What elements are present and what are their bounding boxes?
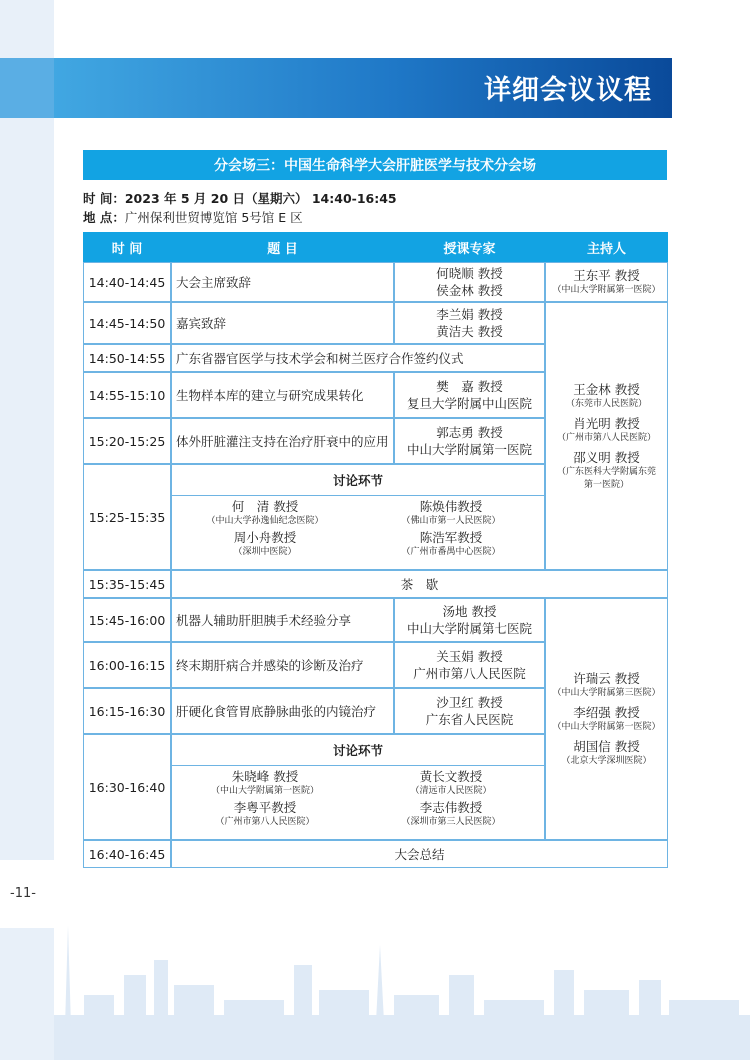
speaker-name: 郭志勇 教授	[436, 425, 503, 440]
host-org: （广东医科大学附属东莞	[556, 466, 656, 477]
row-time: 16:40-16:45	[83, 840, 171, 868]
place-label: 地 点：	[83, 210, 125, 225]
row-speaker	[394, 642, 545, 688]
expert-org: （广州市第八人民医院）	[215, 817, 315, 827]
row-topic: 嘉宾致辞	[171, 302, 394, 344]
speaker-org: 广州市第八人民医院	[413, 666, 526, 681]
host-org: （中山大学附属第一医院）	[552, 722, 661, 732]
discussion-expert	[172, 499, 358, 528]
row-time: 14:45-14:50	[83, 302, 171, 344]
host-name: 李绍强 教授	[573, 705, 640, 720]
page-number: -11-	[10, 886, 36, 901]
speaker-org: 中山大学附属第一医院	[406, 442, 532, 457]
row-topic: 肝硬化食管胃底静脉曲张的内镜治疗	[171, 688, 394, 734]
discussion-expert	[358, 499, 544, 528]
row-topic: 体外肝脏灌注支持在治疗肝衰中的应用	[171, 418, 394, 464]
speaker-name: 汤地 教授	[442, 604, 497, 619]
expert-name: 何 清 教授	[231, 499, 299, 514]
expert-name: 朱晓峰 教授	[231, 769, 299, 784]
session-title-bar: 分会场三：中国生命科学大会肝脏医学与技术分会场	[83, 150, 667, 180]
host-org: （东莞市人民医院）	[565, 398, 647, 409]
expert-name: 黄长文教授	[419, 769, 483, 784]
city-skyline-decoration	[54, 905, 750, 1060]
session-time	[83, 189, 397, 207]
page-title: 详细会议议程	[484, 75, 652, 106]
host-name: 王金林 教授	[573, 381, 640, 397]
header-host: 主持人	[545, 232, 668, 262]
host-cell	[545, 598, 668, 840]
row-time: 16:30-16:40	[83, 734, 171, 840]
discussion-expert	[172, 800, 358, 829]
row-speaker	[394, 598, 545, 642]
row-time: 15:45-16:00	[83, 598, 171, 642]
page-title-band	[54, 58, 672, 118]
host-name: 邵义明 教授	[573, 449, 640, 465]
host-org: （中山大学附属第三医院）	[552, 688, 661, 698]
row-time: 16:15-16:30	[83, 688, 171, 734]
row-speaker	[394, 372, 545, 418]
side-decoration-strip	[0, 0, 54, 860]
row-topic: 广东省器官医学与技术学会和树兰医疗合作签约仪式	[171, 344, 545, 372]
speaker-name: 李兰娟 教授	[436, 307, 503, 322]
expert-name: 李粤平教授	[233, 800, 297, 815]
speaker-org: 广东省人民医院	[425, 712, 514, 727]
host-name: 王东平 教授	[573, 268, 640, 283]
header-topic: 题 目	[171, 232, 394, 262]
speaker-name: 关玉娟 教授	[436, 649, 503, 664]
expert-org: （深圳市第三人民医院）	[401, 817, 501, 827]
row-topic: 机器人辅助肝胆胰手术经验分享	[171, 598, 394, 642]
expert-org: （深圳中医院）	[233, 547, 297, 557]
discussion-title: 讨论环节	[172, 465, 544, 496]
discussion-block	[171, 464, 545, 570]
expert-org: （广州市番禺中心医院）	[401, 547, 501, 557]
host-name: 肖光明 教授	[573, 415, 640, 431]
discussion-expert	[358, 769, 544, 798]
host-org-continued: 第一医院）	[583, 479, 629, 490]
side-accent-block	[0, 58, 54, 118]
row-speaker	[394, 302, 545, 344]
row-topic: 生物样本库的建立与研究成果转化	[171, 372, 394, 418]
discussion-title: 讨论环节	[172, 735, 544, 766]
host-org: （广州市第八人民医院）	[556, 432, 656, 443]
row-time: 15:20-15:25	[83, 418, 171, 464]
row-speaker	[394, 262, 545, 302]
speaker-org: 中山大学附属第七医院	[406, 621, 532, 636]
expert-org: （中山大学孙逸仙纪念医院）	[206, 516, 324, 526]
side-decoration-strip-bottom	[0, 928, 54, 1060]
discussion-expert	[172, 530, 358, 559]
host-org: （北京大学深圳医院）	[561, 756, 652, 766]
time-value: 2023 年 5 月 20 日（星期六） 14:40-16:45	[124, 191, 397, 206]
expert-org: （佛山市第一人民医院）	[401, 516, 501, 526]
session-place	[83, 208, 303, 226]
row-time: 14:55-15:10	[83, 372, 171, 418]
row-time: 15:25-15:35	[83, 464, 171, 570]
expert-org: （清远市人民医院）	[410, 786, 492, 796]
host-name: 胡国信 教授	[573, 739, 640, 754]
expert-name: 陈浩军教授	[419, 530, 483, 545]
time-label: 时 间：	[83, 191, 125, 206]
expert-org: （中山大学附属第一医院）	[210, 786, 319, 796]
speaker-org: 复旦大学附属中山医院	[406, 396, 532, 411]
tea-break: 茶 歇	[171, 570, 668, 598]
expert-name: 周小舟教授	[233, 530, 297, 545]
header-speaker: 授课专家	[394, 232, 545, 262]
speaker-name: 樊 嘉 教授	[436, 379, 503, 394]
row-time: 15:35-15:45	[83, 570, 171, 598]
discussion-expert	[172, 769, 358, 798]
speaker-name: 沙卫红 教授	[436, 695, 503, 710]
place-value: 广州保利世贸博览馆 5号馆 E 区	[124, 210, 303, 225]
row-time: 14:50-14:55	[83, 344, 171, 372]
row-speaker	[394, 688, 545, 734]
expert-name: 陈焕伟教授	[419, 499, 483, 514]
speaker-name: 黄洁夫 教授	[436, 324, 503, 339]
speaker-name: 何晓顺 教授	[436, 266, 503, 281]
row-topic: 大会主席致辞	[171, 262, 394, 302]
discussion-expert	[358, 800, 544, 829]
host-cell	[545, 262, 668, 302]
host-name: 许瑞云 教授	[573, 671, 640, 686]
row-speaker	[394, 418, 545, 464]
row-time: 14:40-14:45	[83, 262, 171, 302]
expert-name: 李志伟教授	[419, 800, 483, 815]
row-topic: 终末期肝病合并感染的诊断及治疗	[171, 642, 394, 688]
host-cell	[545, 302, 668, 570]
discussion-expert	[358, 530, 544, 559]
discussion-block	[171, 734, 545, 840]
host-org: （中山大学附属第一医院）	[552, 285, 661, 295]
closing-summary: 大会总结	[171, 840, 668, 868]
row-time: 16:00-16:15	[83, 642, 171, 688]
header-time: 时 间	[83, 232, 171, 262]
speaker-name: 侯金林 教授	[436, 283, 503, 298]
